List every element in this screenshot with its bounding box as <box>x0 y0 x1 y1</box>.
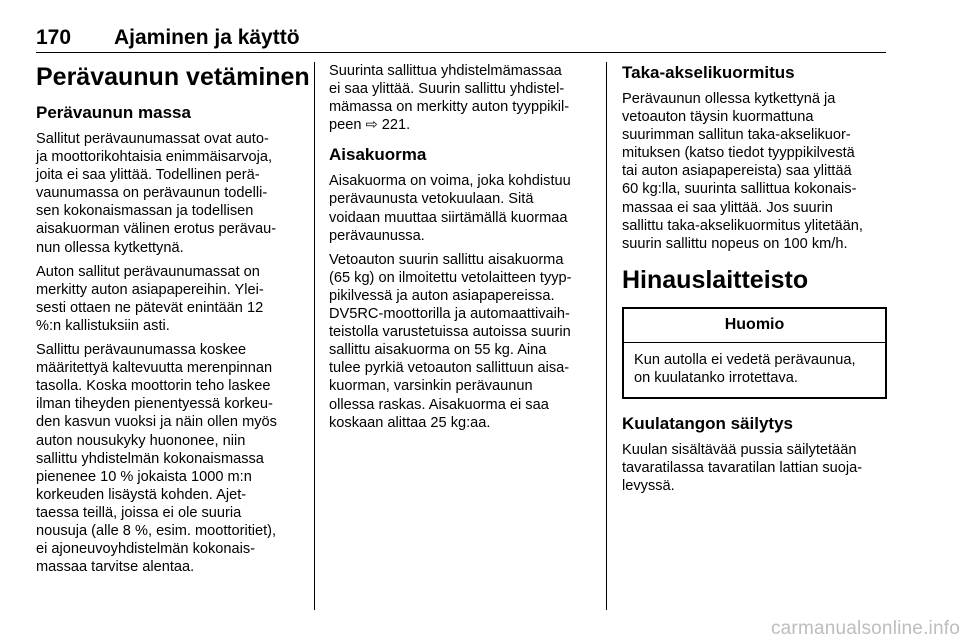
running-title: Ajaminen ja käyttö <box>114 26 300 49</box>
column-middle <box>329 62 595 438</box>
page-header <box>36 26 886 53</box>
paragraph: Suurinta sallittua yhdistelmämassaa ei saa ylittää. Suurin sallittu yhdistel- mämassa on merkitty auton tyyppikil- peen ⇨ 221. <box>329 63 570 134</box>
paragraph: Aisakuorma on voima, joka kohdistuu perävaunusta vetokuulaan. Sitä voidaan muuttaa siirtämällä kuormaa perävaunussa. <box>329 173 571 244</box>
watermark: carmanualsonline.info <box>770 618 960 639</box>
page-number: 170 <box>36 26 72 49</box>
column-right <box>622 62 887 501</box>
column-divider <box>314 62 315 610</box>
paragraph: Sallittu perävaunumassa koskee määritettyä kaltevuutta merenpinnan tasolla. Koska moottorin teho laskee ilman tiheyden pienentyessä korkeu- den kasvun vuoksi ja näin ollen myös auton nousukyky huononee, niin sallittu yhdistelmän kokonaismassa pienenee 10 % jokaista 1000 m:n korkeuden lisäystä kohden. Ajet- taessa teillä, joissa ei ole suuria nousuja (alle 8 %, esim. moottoritiet), ei ajoneuvoyhdistelmän kokonais- massaa tarvitse alentaa. <box>36 342 277 576</box>
column-divider <box>606 62 607 610</box>
paragraph: Perävaunun ollessa kytkettynä ja vetoauton täysin kuormattuna suurimman sallitun taka-akselikuor- mituksen (katso tiedot tyyppikilvestä tai auton asiapapereista) saa ylittää 60 kg:lla, suurinta sallittua kokonais- massaa ei saa ylittää. Jos suurin sallittu taka-akselikuormitus ylitetään, suurin sallittu nopeus on 100 km/h. <box>622 91 863 252</box>
paragraph: Sallitut perävaunumassat ovat auto- ja moottorikohtaisia enimmäisarvoja, joita ei saa ylittää. Todellinen perä- vaunumassa on perävaunun todelli- sen kokonaismassan ja todellisen aisakuorman välinen erotus perävau- nun ollessa kytkettynä. <box>36 131 277 256</box>
notice-title: Huomio <box>624 309 885 343</box>
column-left <box>36 62 310 582</box>
subheading-trailer-mass: Perävaunun massa <box>36 103 191 122</box>
section-heading-towing-equipment: Hinauslaitteisto <box>622 265 809 294</box>
paragraph: Vetoauton suurin sallittu aisakuorma (65 kg) on ilmoitettu vetolaitteen tyyp- pikilvessä ja auton asiapapereissa. DV5RC-moottorilla ja automaattivaih- teistolla varustetuissa autoissa suurin sallittu aisakuorma on 55 kg. Aina tulee pyrkiä vetoauton sallittuun aisa- kuorman, varsinkin perävaunun ollessa raskas. Aisakuorma ei saa koskaan alittaa 25 kg:aa. <box>329 251 572 431</box>
notice-body <box>624 343 885 397</box>
subheading-drawbar-load: Aisakuorma <box>329 145 427 165</box>
paragraph: Auton sallitut perävaunumassat on merkitty auton asiapapereihin. Ylei- sesti ottaen ne pätevät enintään 12 %:n kallistuksiin asti. <box>36 263 264 334</box>
subheading-rear-axle-load: Taka-akselikuormitus <box>622 63 795 82</box>
notice-box <box>622 307 887 399</box>
subheading-ball-bar-storage: Kuulatangon säilytys <box>622 414 793 434</box>
notice-text: Kun autolla ei vedetä perävaunua, on kuulatanko irrotettava. <box>634 351 856 386</box>
paragraph: Kuulan sisältävää pussia säilytetään tavaratilassa tavaratilan lattian suoja- levyssä. <box>622 442 863 495</box>
section-heading-trailer-towing: Perävaunun vetäminen <box>36 63 310 91</box>
